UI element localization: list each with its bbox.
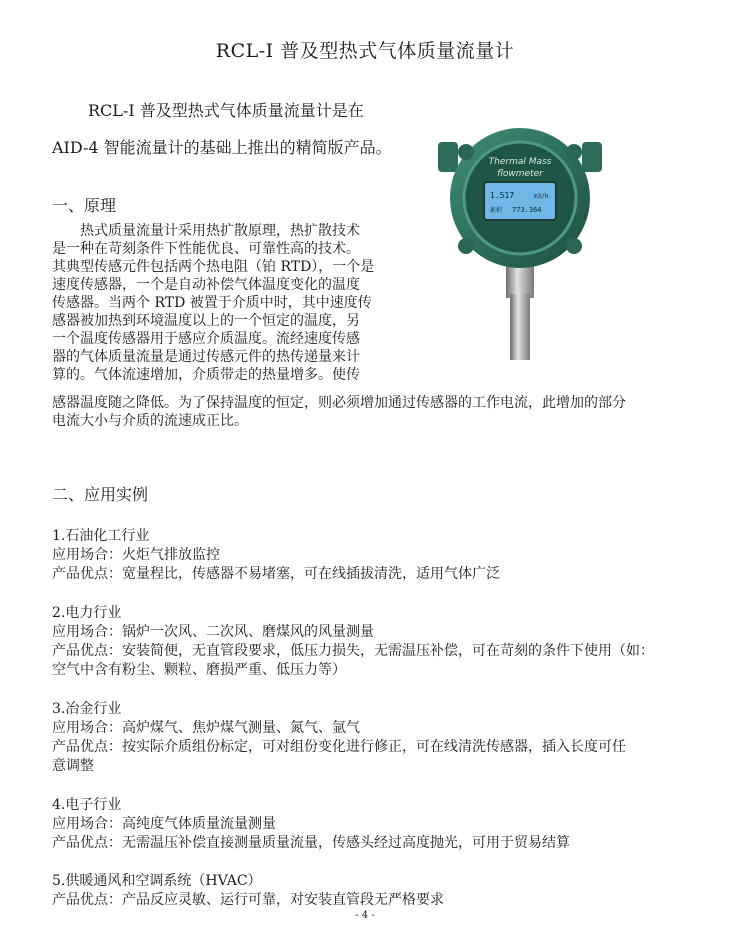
lcd-screen bbox=[484, 182, 556, 220]
application-line: 应用场合：高纯度气体质量流量测量 bbox=[52, 816, 276, 832]
principle-line: 热式质量流量计采用热扩散原理，热扩散技术 bbox=[52, 223, 360, 239]
section-heading-principle: 一、原理 bbox=[52, 196, 117, 215]
principle-line: 感器温度随之降低。为了保持温度的恒定，则必须增加通过传感器的工作电流，此增加的部分 bbox=[52, 395, 626, 411]
application-item bbox=[52, 700, 672, 776]
intro-line-2: AID-4 智能流量计的基础上推出的精简版产品。 bbox=[52, 138, 392, 157]
principle-line: 算的。气体流速增加，介质带走的热量增多。使传 bbox=[52, 367, 360, 383]
principle-line: 器的气体质量流量是通过传感元件的热传递量来计 bbox=[52, 349, 360, 365]
application-line: 应用场合：高炉煤气、焦炉煤气测量、氮气、氩气 bbox=[52, 720, 360, 736]
flowmeter-photo bbox=[430, 112, 610, 362]
application-item bbox=[52, 527, 672, 584]
left-cable-gland bbox=[438, 142, 458, 172]
application-item bbox=[52, 604, 672, 680]
application-line: 意调整 bbox=[52, 758, 94, 774]
section-heading-applications: 二、应用实例 bbox=[52, 485, 149, 504]
device-label-bottom: flowmeter bbox=[497, 169, 543, 179]
principle-line: 传感器。当两个 RTD 被置于介质中时，其中速度传 bbox=[52, 295, 372, 311]
principle-line: 是一种在苛刻条件下性能优良、可靠性高的技术。 bbox=[52, 241, 360, 257]
application-title: 2.电力行业 bbox=[52, 605, 122, 621]
probe-pipe bbox=[510, 294, 530, 360]
application-title: 3.冶金行业 bbox=[52, 701, 122, 717]
application-item bbox=[52, 872, 672, 910]
principle-line: 电流大小与介质的流速成正比。 bbox=[52, 413, 248, 429]
application-line: 产品优点：安装简便，无直管段要求，低压力损失，无需温压补偿，可在苛刻的条件下使用（如： bbox=[52, 643, 654, 659]
principle-line: 一个温度传感器用于感应介质温度。流经速度传感 bbox=[52, 331, 360, 347]
principle-line: 感器被加热到环境温度以上的一个恒定的温度，另 bbox=[52, 313, 360, 329]
principle-paragraph bbox=[52, 222, 392, 384]
application-line: 产品优点：宽量程比，传感器不易堵塞，可在线插拔清洗，适用气体广泛 bbox=[52, 566, 500, 582]
application-item bbox=[52, 796, 672, 853]
device-label-top: Thermal Mass bbox=[488, 157, 552, 167]
application-line: 应用场合：火炬气排放监控 bbox=[52, 547, 220, 563]
application-title: 4.电子行业 bbox=[52, 797, 122, 813]
intro-line-1: RCL-I 普及型热式气体质量流量计是在 bbox=[88, 101, 364, 120]
lcd-flow-value: 1.517 bbox=[490, 191, 515, 200]
application-line: 产品优点：按实际介质组份标定，可对组份变化进行修正，可在线清洗传感器，插入长度可任 bbox=[52, 739, 626, 755]
page-number: - 4 - bbox=[355, 910, 375, 921]
application-title: 1.石油化工行业 bbox=[52, 528, 150, 544]
lcd-total-value: 773.364 bbox=[512, 206, 542, 214]
principle-paragraph-continued bbox=[52, 394, 672, 430]
principle-line: 其典型传感元件包括两个热电阻（铂 RTD），一个是 bbox=[52, 259, 375, 275]
lcd-flow-unit: m3/h bbox=[534, 193, 549, 200]
page-title: RCL-I 普及型热式气体质量流量计 bbox=[215, 40, 515, 62]
application-title: 5.供暖通风和空调系统（HVAC） bbox=[52, 873, 262, 889]
application-line: 应用场合：锅炉一次风、二次风、磨煤风的风量测量 bbox=[52, 624, 374, 640]
application-line: 产品优点：无需温压补偿直接测量质量流量，传感头经过高度抛光，可用于贸易结算 bbox=[52, 835, 570, 851]
application-line: 空气中含有粉尘、颗粒、磨损严重、低压力等） bbox=[52, 662, 346, 678]
application-line: 产品优点：产品反应灵敏、运行可靠，对安装直管段无严格要求 bbox=[52, 892, 444, 908]
right-cable-gland bbox=[582, 142, 602, 172]
principle-line: 速度传感器，一个是自动补偿气体温度变化的温度 bbox=[52, 277, 360, 293]
lcd-total-label: 累积 bbox=[490, 207, 503, 214]
